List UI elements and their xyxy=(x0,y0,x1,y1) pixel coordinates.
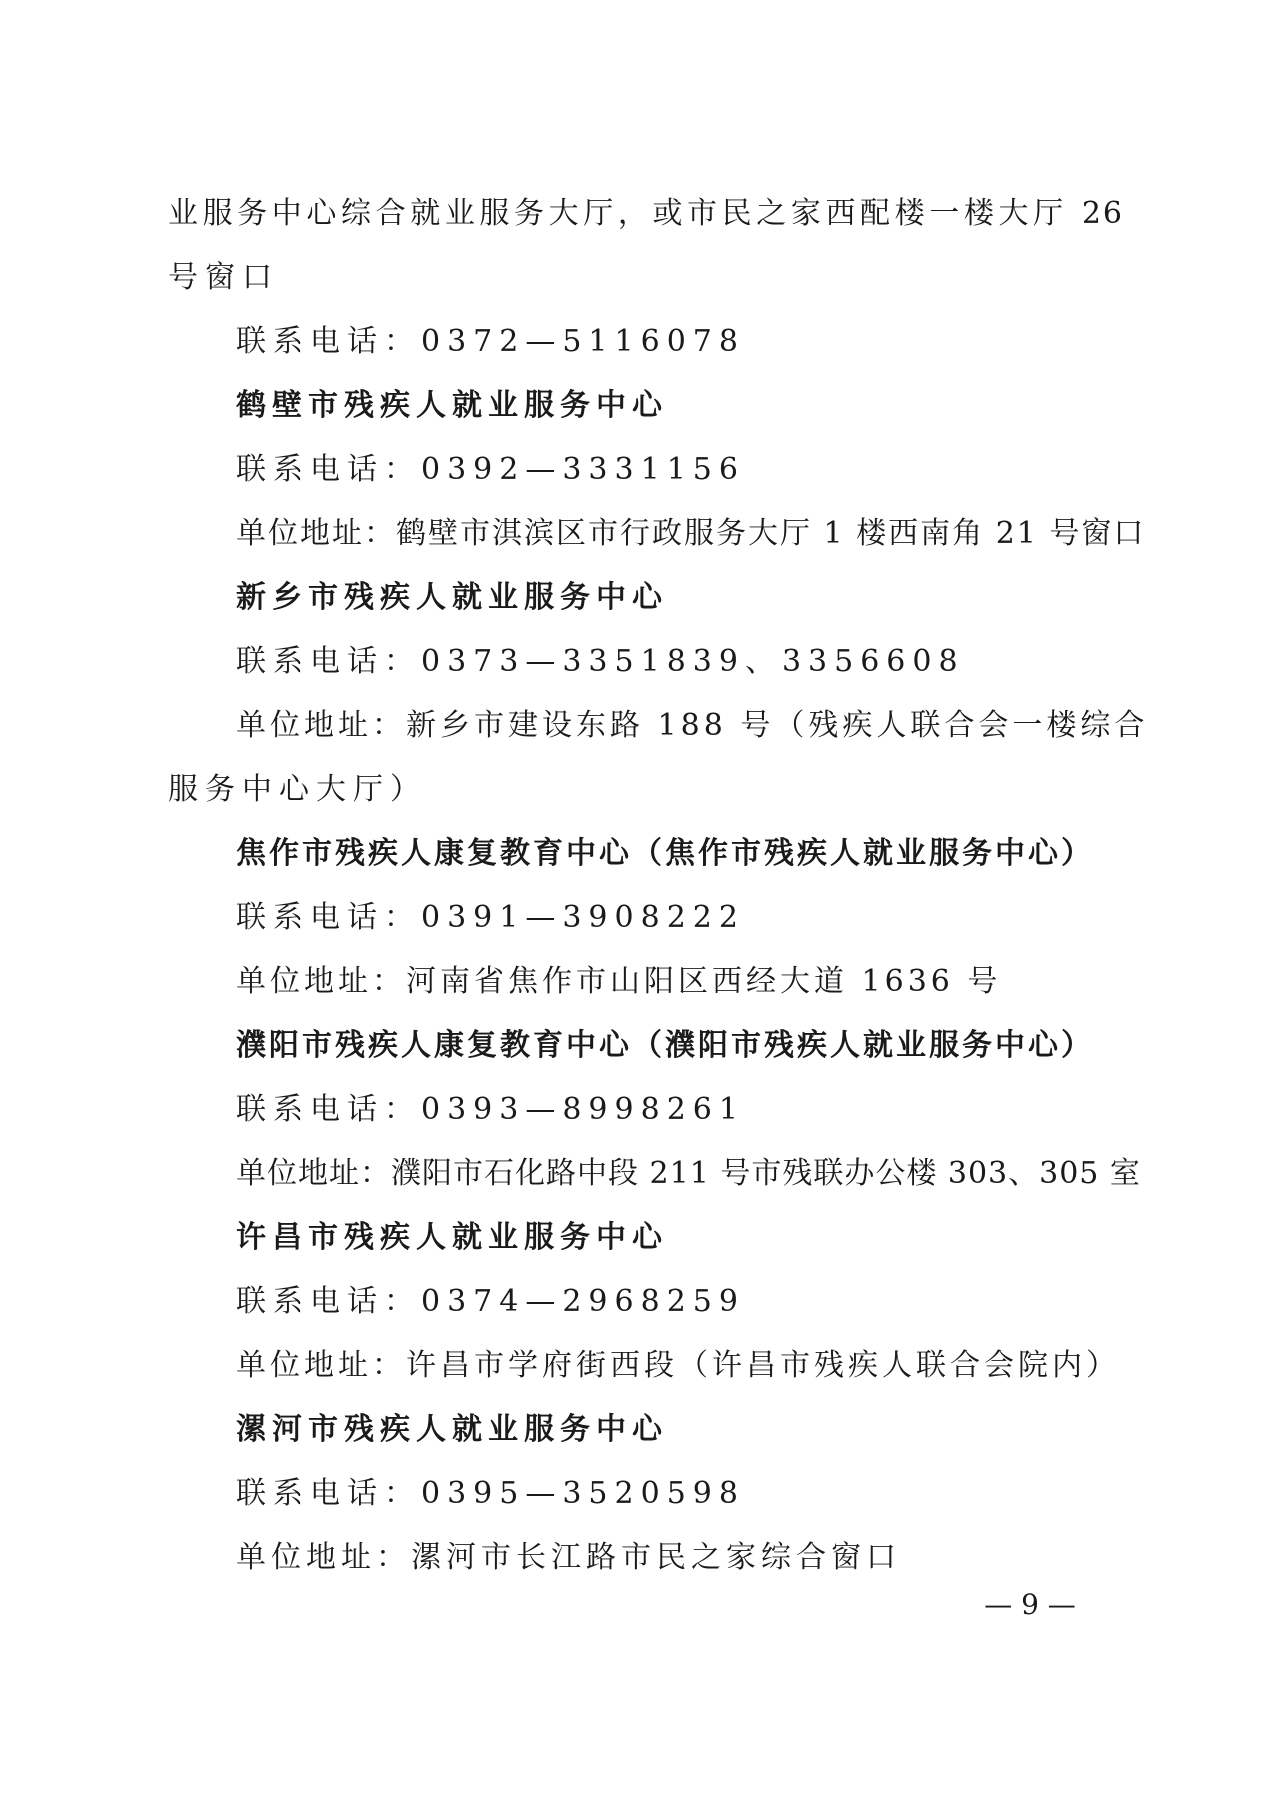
center-name-jiaozuo: 焦作市残疾人康复教育中心（焦作市残疾人就业服务中心） xyxy=(236,836,1094,871)
center-address-xinxiang-line-1: 单位地址：新乡市建设东路 188 号（残疾人联合会一楼综合 xyxy=(236,708,1149,743)
center-name-hebi: 鹤壁市残疾人就业服务中心 xyxy=(236,388,668,423)
center-phone-puyang: 联系电话：0393—8998261 xyxy=(236,1092,745,1127)
center-name-xinxiang: 新乡市残疾人就业服务中心 xyxy=(236,580,668,615)
center-name-luohe: 漯河市残疾人就业服务中心 xyxy=(236,1412,668,1447)
center-phone-xuchang: 联系电话：0374—2968259 xyxy=(236,1284,745,1319)
center-phone-xinxiang: 联系电话：0373—3351839、3356608 xyxy=(236,644,965,679)
page-number: — 9 — xyxy=(984,1588,1076,1621)
center-address-hebi: 单位地址：鹤壁市淇滨区市行政服务大厅 1 楼西南角 21 号窗口 xyxy=(236,516,1146,551)
intro-text-line-2: 号窗口 xyxy=(168,260,279,295)
center-address-jiaozuo: 单位地址：河南省焦作市山阳区西经大道 1636 号 xyxy=(236,964,1002,999)
center-phone-luohe: 联系电话：0395—3520598 xyxy=(236,1476,745,1511)
intro-text-line-1: 业服务中心综合就业服务大厅，或市民之家西配楼一楼大厅 26 xyxy=(168,196,1124,231)
center-name-xuchang: 许昌市残疾人就业服务中心 xyxy=(236,1220,668,1255)
center-address-xinxiang-line-2: 服务中心大厅） xyxy=(168,772,427,807)
intro-phone: 联系电话：0372—5116078 xyxy=(236,324,745,359)
center-address-puyang: 单位地址：濮阳市石化路中段 211 号市残联办公楼 303、305 室 xyxy=(236,1156,1141,1191)
center-phone-jiaozuo: 联系电话：0391—3908222 xyxy=(236,900,745,935)
center-address-xuchang: 单位地址：许昌市学府街西段（许昌市残疾人联合会院内） xyxy=(236,1348,1120,1383)
center-phone-hebi: 联系电话：0392—3331156 xyxy=(236,452,745,487)
center-name-puyang: 濮阳市残疾人康复教育中心（濮阳市残疾人就业服务中心） xyxy=(236,1028,1094,1063)
center-address-luohe: 单位地址：漯河市长江路市民之家综合窗口 xyxy=(236,1540,901,1575)
